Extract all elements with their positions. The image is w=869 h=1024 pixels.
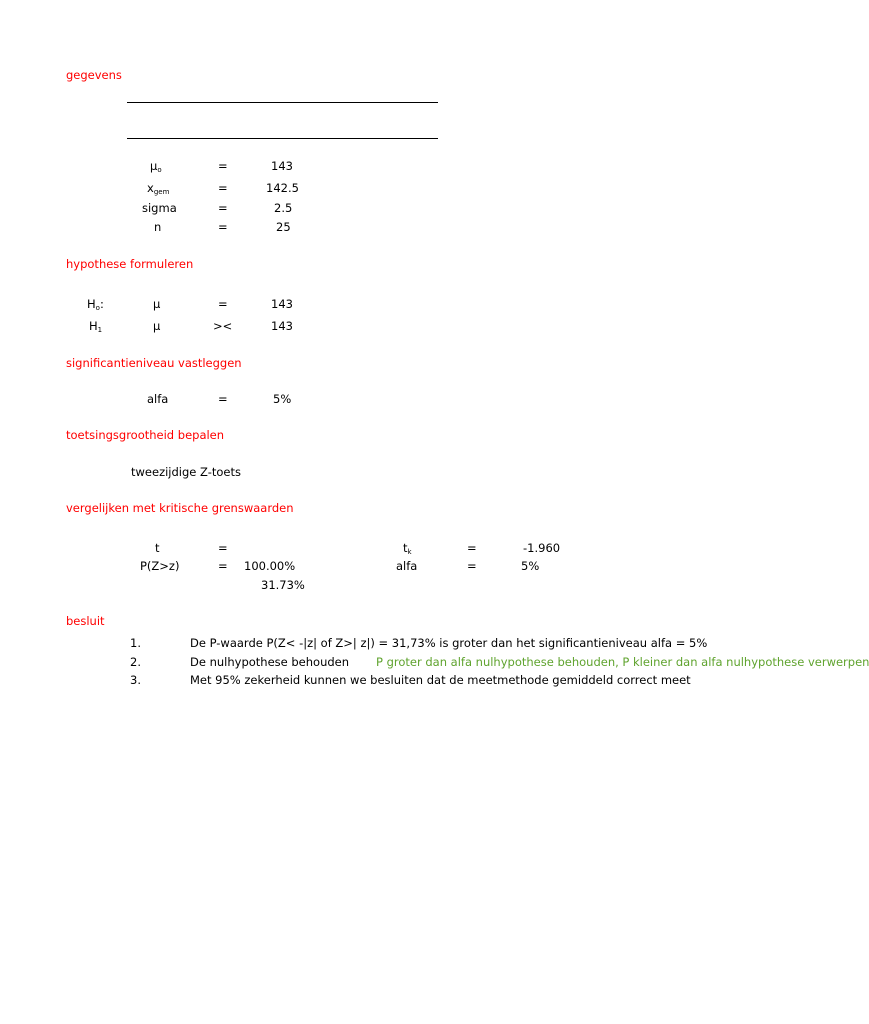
sigma-label: sigma [142,201,177,215]
besluit-note: P groter dan alfa nulhypothese behouden, P kleiner dan alfa nulhypothese verwerpen [376,655,869,669]
xgem-equals: = [218,181,228,195]
mu0-equals: = [218,159,228,173]
besluit-item-text: Met 95% zekerheid kunnen we besluiten dat de meetmethode gemiddeld correct meet [190,673,691,687]
n-label: n [154,220,162,234]
section-besluit-heading: besluit [66,614,105,628]
t-label: t [155,541,160,555]
tk-label: $t_k$ [403,541,412,556]
pz-value: 100.00% [244,559,296,573]
h1-operator: >< [213,319,233,333]
crit-alfa-label: alfa [396,559,418,573]
mu0-label: $\mu_o$ [150,159,162,174]
divider-line [127,102,438,103]
besluit-item-text: De nulhypothese behouden [190,655,350,669]
h0-operator: = [218,297,228,311]
tk-equals: = [467,541,477,555]
xgem-value: 142.5 [266,181,299,195]
h0-label: $H_o$: [87,297,104,312]
sigma-value: 2.5 [274,201,293,215]
h0-mu: μ [153,297,161,311]
h1-mu: μ [153,319,161,333]
section-significantie-heading: significantieniveau vastleggen [66,356,242,370]
besluit-item-number: 2. [130,655,141,669]
besluit-item-number: 1. [130,636,141,650]
sigma-equals: = [218,201,228,215]
section-hypothese-heading: hypothese formuleren [66,257,194,271]
section-vergelijken-heading: vergelijken met kritische grenswaarden [66,501,294,515]
pz-equals: = [218,559,228,573]
test-type: tweezijdige Z-toets [131,465,241,479]
alfa-label: alfa [147,392,169,406]
pz-label: P(Z>z) [140,559,180,573]
t-equals: = [218,541,228,555]
n-value: 25 [276,220,291,234]
besluit-item-text: De P-waarde P(Z< -|z| of Z>| z|) = 31,73% is groter dan het significantieniveau alfa = 5% [190,636,708,650]
h1-label: $H_1$ [89,319,103,334]
n-equals: = [218,220,228,234]
mu0-value: 143 [271,159,293,173]
xgem-label: $x_{gem}$ [147,181,170,196]
crit-alfa-value: 5% [521,559,540,573]
alfa-equals: = [218,392,228,406]
h0-value: 143 [271,297,293,311]
h1-value: 143 [271,319,293,333]
p-value-extra: 31.73% [261,578,305,592]
crit-alfa-equals: = [467,559,477,573]
tk-value: -1.960 [523,541,561,555]
divider-line [127,138,438,139]
alfa-value: 5% [273,392,292,406]
section-gegevens-heading: gegevens [66,68,122,82]
section-toetsing-heading: toetsingsgrootheid bepalen [66,428,225,442]
besluit-item-number: 3. [130,673,141,687]
